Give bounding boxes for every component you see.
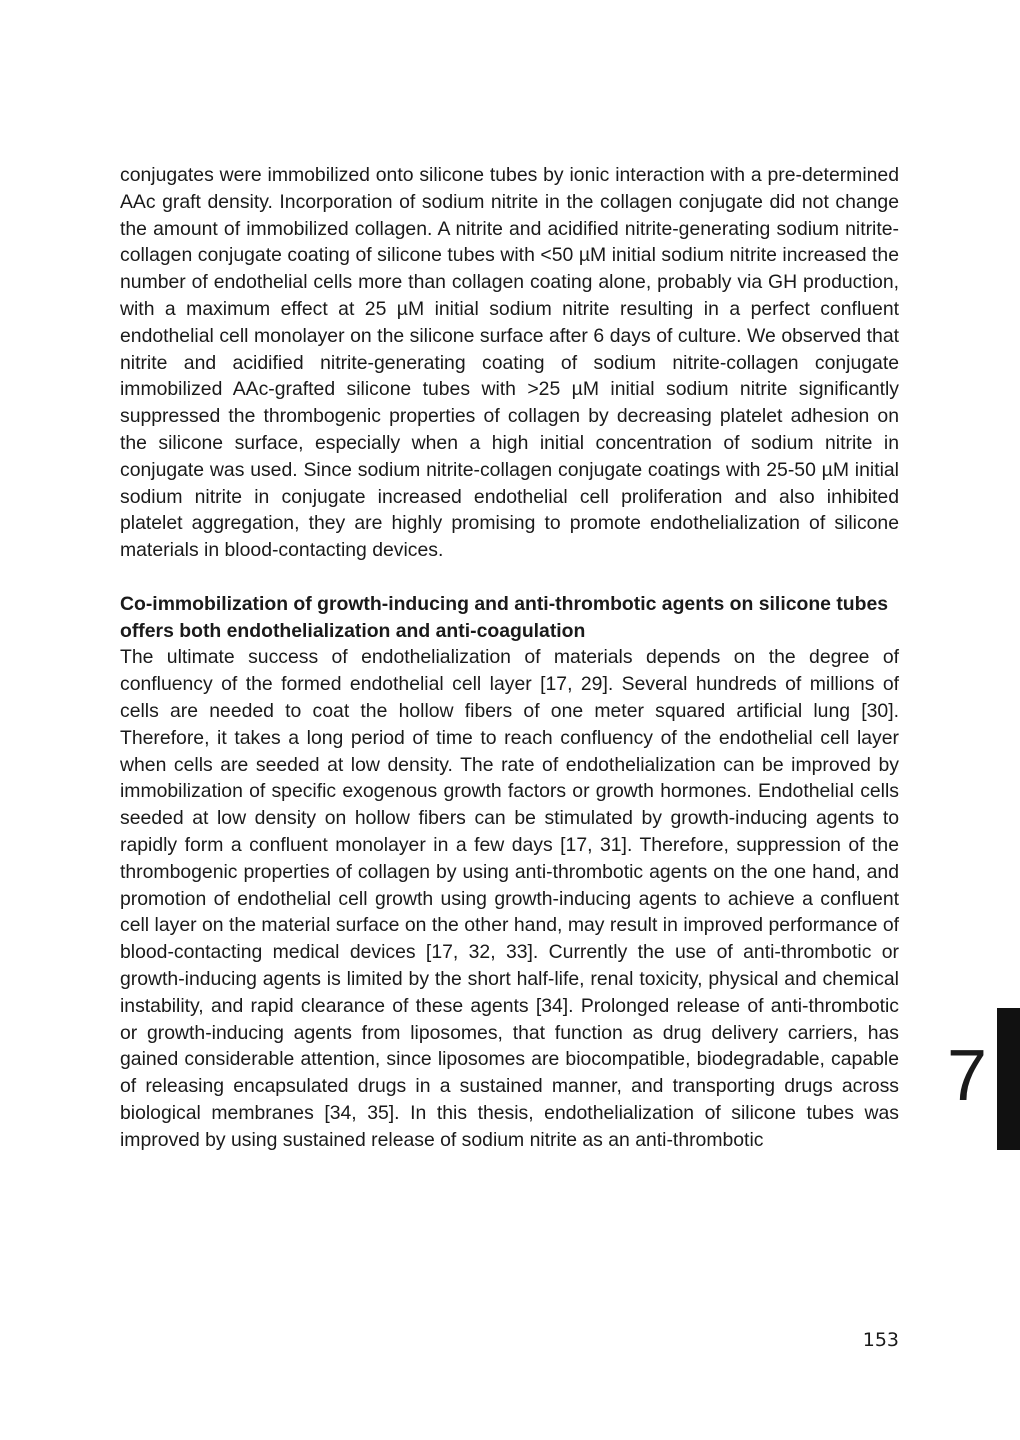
page-number: 153	[862, 1329, 899, 1351]
section-heading: Co-immobilization of growth-inducing and anti-thrombotic agents on silicone tubes offers both endothelialization and anti-coagulation	[120, 592, 889, 642]
chapter-number: 7	[946, 1036, 988, 1116]
body-text	[120, 162, 899, 1153]
chapter-thumb-tab	[997, 1008, 1020, 1150]
paragraph-conjugate-coating-summary: conjugates were immobilized onto silicone tubes by ionic interaction with a pre-determined AAc graft density. Incorporation of sodium nitrite in the collagen conjugate did not change the amount of immobilized collagen. A nitrite and acidified nitrite-generating sodium nitrite-collagen conjugate coating of silicone tubes with <50 µM initial sodium nitrite increased the number of endothelial cells more than collagen coating alone, probably via GH production, with a maximum effect at 25 µM initial sodium nitrite resulting in a perfect confluent endothelial cell monolayer on the silicone surface after 6 days of culture. We observed that nitrite and acidified nitrite-generating coating of sodium nitrite-collagen conjugate immobilized AAc-grafted silicone tubes with >25 µM initial sodium nitrite significantly suppressed the thrombogenic properties of collagen by decreasing platelet adhesion on the silicone surface, especially when a high initial concentration of sodium nitrite in conjugate was used. Since sodium nitrite-collagen conjugate coatings with 25-50 µM initial sodium nitrite in conjugate increased endothelial cell proliferation and also inhibited platelet aggregation, they are highly promising to promote endothelialization of silicone materials in blood-contacting devices.	[120, 164, 899, 562]
paragraph-endothelialization-success: The ultimate success of endothelialization of materials depends on the degree of confluency of the formed endothelial cell layer [17, 29]. Several hundreds of millions of cells are needed to coat the hollow fibers of one meter squared artificial lung [30]. Therefore, it takes a long period of time to reach confluency of the endothelial cell layer when cells are seeded at low density. The rate of endothelialization can be improved by immobilization of specific exogenous growth factors or growth hormones. Endothelial cells seeded at low density on hollow fibers can be stimulated by growth-inducing agents to rapidly form a confluent monolayer in a few days [17, 31]. Therefore, suppression of the thrombogenic properties of collagen by using anti-thrombotic agents on the one hand, and promotion of endothelial cell growth using growth-inducing agents to achieve a confluent cell layer on the material surface on the other hand, may result in improved performance of blood-contacting medical devices [17, 32, 33]. Currently the use of anti-thrombotic or growth-inducing agents is limited by the short half-life, renal toxicity, physical and chemical instability, and rapid clearance of these agents [34]. Prolonged release of anti-thrombotic or growth-inducing agents from liposomes, that function as drug delivery carriers, has gained considerable attention, since liposomes are biocompatible, biodegradable, capable of releasing encapsulated drugs in a sustained manner, and transporting drugs across biological membranes [34, 35]. In this thesis, endothelialization of silicone tubes was improved by using sustained release of sodium nitrite as an anti-thrombotic	[120, 646, 899, 1151]
